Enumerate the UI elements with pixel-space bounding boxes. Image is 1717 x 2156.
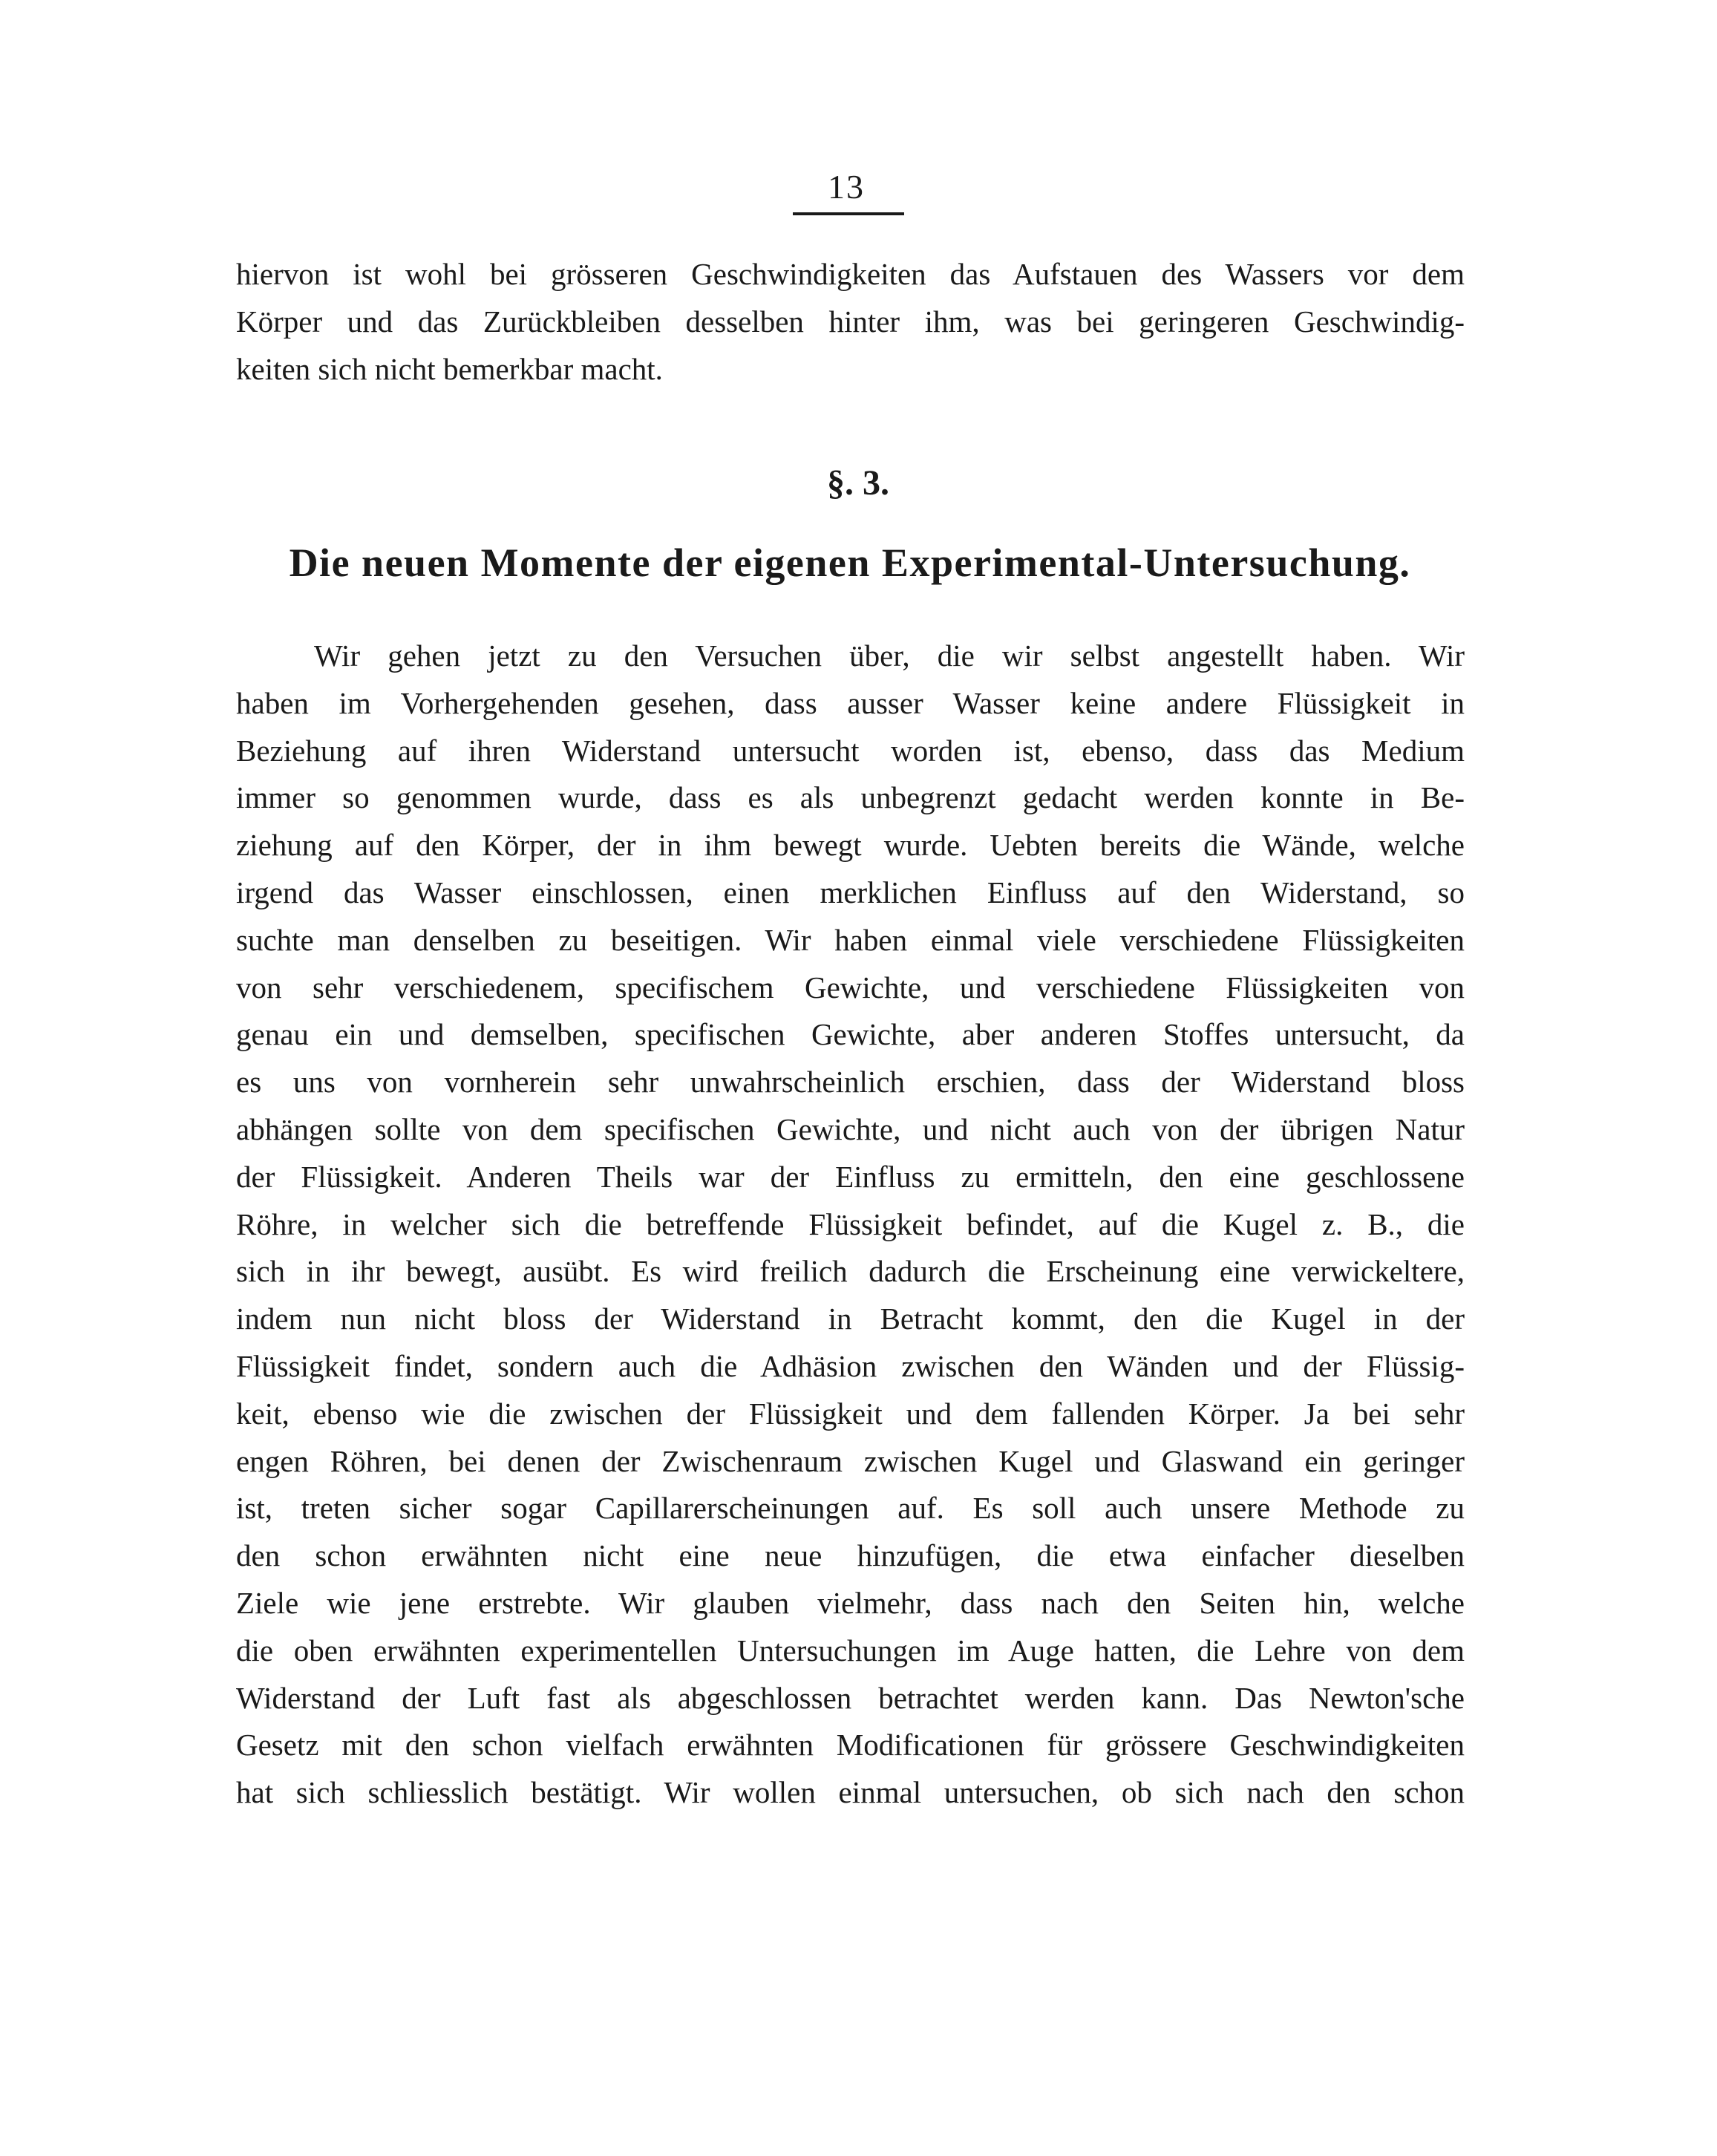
page-number: 13 <box>828 168 865 206</box>
text-line: indem nun nicht bloss der Widerstand in Betracht kommt, den die Kugel in der <box>236 1301 1465 1336</box>
text-line: keit, ebenso wie die zwischen der Flüssigkeit und dem fallenden Körper. Ja bei sehr <box>236 1396 1465 1431</box>
text-line: suchte man denselben zu beseitigen. Wir haben einmal viele verschiedene Flüssigkeiten <box>236 922 1465 957</box>
text-line: hat sich schliesslich bestätigt. Wir wollen einmal untersuchen, ob sich nach den schon <box>236 1775 1465 1810</box>
text-line: Körper und das Zurückbleiben desselben hinter ihm, was bei geringeren Geschwindig- <box>236 304 1465 339</box>
continuation-paragraph <box>236 251 1465 393</box>
text-line: sich in ihr bewegt, ausübt. Es wird freilich dadurch die Erscheinung eine verwickeltere, <box>236 1254 1465 1289</box>
text-line: Flüssigkeit findet, sondern auch die Adhäsion zwischen den Wänden und der Flüssig- <box>236 1348 1465 1383</box>
page-number-rule <box>793 212 904 215</box>
text-line: der Flüssigkeit. Anderen Theils war der Einfluss zu ermitteln, den eine geschlossene <box>236 1159 1465 1194</box>
section-title: Die neuen Momente der eigenen Experimental-Untersuchung. <box>289 540 1411 585</box>
text-line: hiervon ist wohl bei grösseren Geschwindigkeiten das Aufstauen des Wassers vor dem <box>236 257 1465 291</box>
text-line: abhängen sollte von dem specifischen Gewichte, und nicht auch von der übrigen Natur <box>236 1111 1465 1146</box>
text-line: von sehr verschiedenem, specifischem Gewichte, und verschiedene Flüssigkeiten von <box>236 970 1465 1004</box>
text-line: Röhre, in welcher sich die betreffende Flüssigkeit befindet, auf die Kugel z. B., die <box>236 1206 1465 1241</box>
text-line: irgend das Wasser einschlossen, einen merklichen Einfluss auf den Widerstand, so <box>236 875 1465 909</box>
text-line: Gesetz mit den schon vielfach erwähnten Modificationen für grössere Geschwindigkeiten <box>236 1728 1465 1763</box>
text-line: ziehung auf den Körper, der in ihm bewegt wurde. Uebten bereits die Wände, welche <box>236 828 1465 863</box>
text-line: engen Röhren, bei denen der Zwischenraum zwischen Kugel und Glaswand ein geringer <box>236 1443 1465 1478</box>
text-line: Beziehung auf ihren Widerstand untersucht worden ist, ebenso, dass das Medium <box>236 733 1465 768</box>
text-line: Wir gehen jetzt zu den Versuchen über, die wir selbst angestellt haben. Wir <box>314 638 1465 673</box>
text-line: immer so genommen wurde, dass es als unbegrenzt gedacht werden konnte in Be- <box>236 780 1465 815</box>
text-line: ist, treten sicher sogar Capillarerscheinungen auf. Es soll auch unsere Methode zu <box>236 1491 1465 1526</box>
body-paragraph <box>236 633 1465 1817</box>
text-line: es uns von vornherein sehr unwahrscheinlich erschien, dass der Widerstand bloss <box>236 1065 1465 1100</box>
section-number: §. 3. <box>827 463 889 503</box>
text-line: die oben erwähnten experimentellen Untersuchungen im Auge hatten, die Lehre von dem <box>236 1633 1465 1667</box>
text-line: genau ein und demselben, specifischen Gewichte, aber anderen Stoffes untersucht, da <box>236 1017 1465 1052</box>
text-line: Widerstand der Luft fast als abgeschlossen betrachtet werden kann. Das Newton'sche <box>236 1680 1465 1715</box>
text-line: haben im Vorhergehenden gesehen, dass ausser Wasser keine andere Flüssigkeit in <box>236 685 1465 720</box>
text-line: Ziele wie jene erstrebte. Wir glauben vielmehr, dass nach den Seiten hin, welche <box>236 1585 1465 1620</box>
text-line: keiten sich nicht bemerkbar macht. <box>236 351 663 386</box>
text-line: den schon erwähnten nicht eine neue hinzufügen, die etwa einfacher dieselben <box>236 1538 1465 1573</box>
